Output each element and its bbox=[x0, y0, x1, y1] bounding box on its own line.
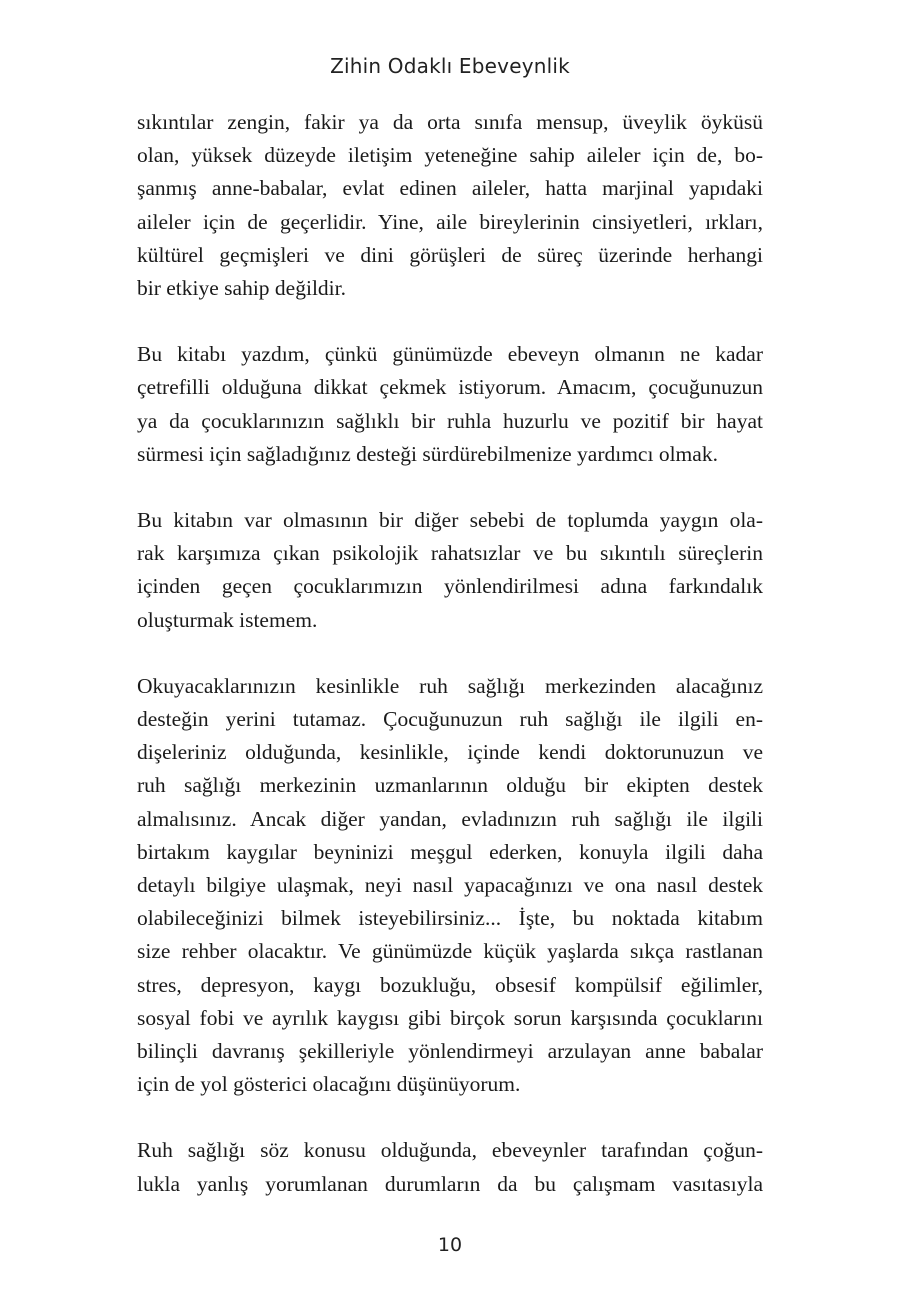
text-line: birtakım kaygılar beyninizi meşgul ederken, konuyla ilgili daha bbox=[137, 839, 763, 864]
text-line: ya da çocuklarınızın sağlıklı bir ruhla huzurlu ve pozitif bir hayat bbox=[137, 408, 763, 433]
text-line: detaylı bilgiye ulaşmak, neyi nasıl yapacağınızı ve ona nasıl destek bbox=[137, 873, 763, 898]
text-line: Okuyacaklarınızın kesinlikle ruh sağlığı merkezinden alacağınız bbox=[137, 673, 763, 698]
paragraph-5 bbox=[137, 1134, 763, 1200]
text-line: stres, depresyon, kaygı bozukluğu, obsesif kompülsif eğilimler, bbox=[137, 972, 763, 997]
text-line: rak karşımıza çıkan psikolojik rahatsızlar ve bu sıkıntılı süreçlerin bbox=[137, 541, 763, 566]
text-line: Ruh sağlığı söz konusu olduğunda, ebeveynler tarafından çoğun- bbox=[137, 1138, 763, 1163]
text-line: için de yol gösterici olacağını düşünüyorum. bbox=[137, 1072, 521, 1097]
text-line: bir etkiye sahip değildir. bbox=[137, 276, 346, 301]
text-line: sürmesi için sağladığınız desteği sürdürebilmenize yardımcı olmak. bbox=[137, 441, 718, 466]
text-line: olan, yüksek düzeyde iletişim yeteneğine sahip aileler için de, bo- bbox=[137, 143, 763, 168]
text-line: ruh sağlığı merkezinin uzmanlarının olduğu bir ekipten destek bbox=[137, 773, 763, 798]
text-line: sıkıntılar zengin, fakir ya da orta sınıfa mensup, üveylik öyküsü bbox=[137, 110, 763, 134]
text-line: Bu kitabın var olmasının bir diğer sebebi de toplumda yaygın ola- bbox=[137, 508, 763, 533]
text-line: olabileceğinizi bilmek isteyebilirsiniz... İşte, bu noktada kitabım bbox=[137, 906, 763, 931]
text-line: dişeleriniz olduğunda, kesinlikle, içinde kendi doktorunuzun ve bbox=[137, 740, 763, 765]
text-line: almalısınız. Ancak diğer yandan, evladınızın ruh sağlığı ile ilgili bbox=[137, 806, 763, 831]
text-line: desteğin yerini tutamaz. Çocuğunuzun ruh sağlığı ile ilgili en- bbox=[137, 707, 763, 732]
text-line: sosyal fobi ve ayrılık kaygısı gibi birçok sorun karşısında çocuklarını bbox=[137, 1005, 763, 1030]
paragraph-2 bbox=[137, 338, 763, 471]
body-text bbox=[137, 106, 763, 1234]
text-line: aileler için de geçerlidir. Yine, aile bireylerinin cinsiyetleri, ırkları, bbox=[137, 209, 763, 234]
page-number: 10 bbox=[437, 1234, 463, 1256]
text-line: size rehber olacaktır. Ve günümüzde küçük yaşlarda sıkça rastlanan bbox=[137, 939, 763, 964]
text-line: kültürel geçmişleri ve dini görüşleri de süreç üzerinde herhangi bbox=[137, 242, 763, 267]
paragraph-1 bbox=[137, 106, 763, 305]
running-head-book-title: Zihin Odaklı Ebeveynlik bbox=[330, 54, 570, 78]
text-line: oluşturmak istemem. bbox=[137, 607, 318, 632]
text-line: şanmış anne-babalar, evlat edinen aileler, hatta marjinal yapıdaki bbox=[137, 176, 763, 201]
text-line: Bu kitabı yazdım, çünkü günümüzde ebeveyn olmanın ne kadar bbox=[137, 342, 763, 367]
paragraph-4 bbox=[137, 670, 763, 1102]
paragraph-3 bbox=[137, 504, 763, 637]
text-line: çetrefilli olduğuna dikkat çekmek istiyorum. Amacım, çocuğunuzun bbox=[137, 375, 763, 400]
text-line: bilinçli davranış şekilleriyle yönlendirmeyi arzulayan anne babalar bbox=[137, 1039, 763, 1064]
text-line: içinden geçen çocuklarımızın yönlendirilmesi adına farkındalık bbox=[137, 574, 763, 599]
text-line: lukla yanlış yorumlanan durumların da bu çalışmam vasıtasıyla bbox=[137, 1171, 763, 1196]
